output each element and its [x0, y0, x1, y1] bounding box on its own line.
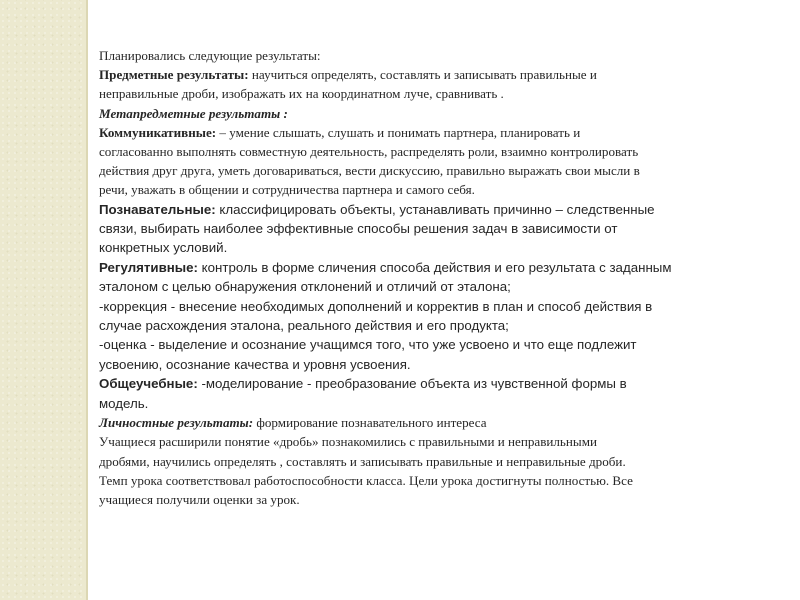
general-learning-results: Общеучебные: -моделирование - преобразование объекта из чувственной формы в модель.	[99, 376, 627, 411]
lesson-conclusion: Учащиеся расширили понятие «дробь» познакомились с правильными и неправильными дробями, научились определять , составлять и записывать правильные и неправильные дроби. Темп урока соответствовал работоспособности класса. Цели урока достигнуты полностью. Все учащиеся получили оценки за урок.	[99, 434, 633, 507]
personal-results: Личностные результаты: формирование познавательного интереса	[99, 415, 487, 431]
slide-text-block	[99, 46, 779, 509]
communicative-results: Коммуникативные: – умение слышать, слушать и понимать партнера, планировать и согласованно выполнять совместную деятельность, распределять роли, взаимно контролировать действия друг друга, уметь договариваться, вести дискуссию, правильно выражать свои мысли в речи, уважать в общении и сотрудничества партнера и самого себя.	[99, 124, 640, 198]
subject-results-label: Предметные результаты:	[99, 67, 249, 83]
subject-results: Предметные результаты: научиться определять, составлять и записывать правильные и неправильные дроби, изображать их на координатном луче, сравнивать .	[99, 67, 597, 102]
communicative-label: Коммуникативные:	[99, 124, 217, 140]
personal-results-label: Личностные результаты:	[99, 415, 254, 431]
general-learning-label: Общеучебные:	[99, 376, 198, 392]
regulatory-label: Регулятивные:	[99, 259, 198, 275]
regulatory-results: Регулятивные: контроль в форме сличения способа действия и его результата с заданным эталоном с целью обнаружения отклонений и отличий от эталона; -коррекция - внесение необходимых дополнений и корректив в план и способ действия в случае расхождения эталона, реального действия и его продукта; -оценка - выделение и осознание учащимся того, что уже усвоено и что еще подлежит усвоению, осознание качества и уровня усвоения.	[99, 259, 672, 372]
planned-results-heading: Планировались следующие результаты:	[99, 48, 321, 63]
decorative-side-band	[0, 0, 88, 600]
cognitive-results: Познавательные: классифицировать объекты, устанавливать причинно – следственные связи, выбирать наиболее эффективные способы решения задач в зависимости от конкретных условий.	[99, 201, 655, 256]
meta-results-heading: Метапредметные результаты :	[99, 105, 288, 121]
cognitive-label: Познавательные:	[99, 201, 216, 217]
